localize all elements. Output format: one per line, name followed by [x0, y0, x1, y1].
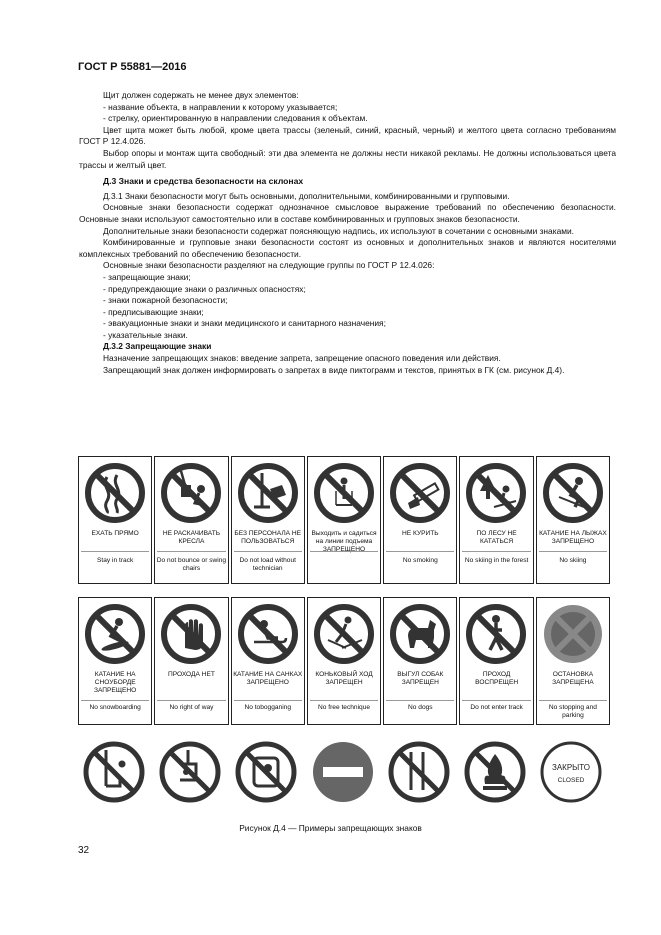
no-stopping-icon	[541, 602, 605, 666]
signs-row-2	[78, 597, 612, 725]
paragraph: Щит должен содержать не менее двух элементов:	[103, 90, 299, 100]
no-gondola-icon	[234, 740, 298, 804]
sign-label-en: No snowboarding	[89, 704, 141, 711]
no-open-fire-icon	[463, 740, 527, 804]
signs-row-1	[78, 456, 612, 584]
sign-label-ru: БЕЗ ПЕРСОНАЛА НЕ ПОЛЬЗОВАТЬСЯ	[234, 530, 302, 545]
paragraph: Основные знаки безопасности разделяют на следующие группы по ГОСТ Р 12.4.026:	[103, 260, 435, 271]
no-chairlift-icon	[82, 740, 146, 804]
sign-label-en: No smoking	[402, 557, 438, 564]
sign-label-ru: КАТАНИЕ НА САНКАХ ЗАПРЕЩЕНО	[233, 671, 303, 686]
list-item: - стрелку, ориентированную в направлении следования к объектам.	[103, 113, 368, 124]
sign-cell	[536, 456, 610, 584]
paragraph: Запрещающий знак должен информировать о запретах в виде пиктограмм и текстов, принятых в ГК (см. рисунок Д.4).	[103, 364, 565, 375]
sign-label-en: No tobogganing	[244, 704, 292, 711]
sign-label-en: Stay in track	[97, 557, 134, 564]
sign-label-ru: ЕХАТЬ ПРЯМО	[91, 530, 139, 537]
paragraph: Д.3.1 Знаки безопасности могут быть основными, дополнительными, комбинированными и групповыми.	[103, 190, 510, 201]
sign-cell	[154, 597, 228, 725]
list-item: - указательные знаки.	[103, 329, 188, 340]
sign-cell	[459, 456, 533, 584]
sign-cell	[383, 456, 457, 584]
paragraph: Комбинированные и групповые знаки безопасности состоят из основных и дополнительных знаков и являются носителями комплексных требований по обеспечению безопасности.	[79, 237, 616, 259]
signs-row-3	[82, 740, 615, 804]
no-pedestrians-icon	[464, 602, 528, 666]
sign-label-ru: НЕ РАСКАЧИВАТЬ КРЕСЛА	[162, 530, 221, 545]
sign-label-ru: ВЫГУЛ СОБАК ЗАПРЕЩЕН	[397, 671, 444, 686]
sign-cell	[307, 456, 381, 584]
sign-cell	[78, 456, 152, 584]
no-load-icon	[236, 461, 300, 525]
sign-cell	[231, 597, 305, 725]
no-exit-lift-icon	[312, 461, 376, 525]
sign-label-ru: ПРОХОДА НЕТ	[168, 671, 215, 678]
sign-label-en: Do not enter track	[470, 704, 523, 711]
paragraph: Выбор опоры и монтаж щита свободный: эти два элемента не должны нести никакой рекламы. Не должны использоваться цвета трассы и желтый цвет.	[79, 147, 616, 170]
no-forest-skiing-icon	[464, 461, 528, 525]
sign-label-ru: КАТАНИЕ НА ЛЫЖАХ ЗАПРЕЩЕНО	[539, 530, 607, 545]
closed-label-ru: ЗАКРЫТО	[552, 763, 591, 772]
figure-caption: Рисунок Д.4 — Примеры запрещающих знаков	[239, 823, 422, 833]
sign-label-en: No right of way	[169, 704, 214, 711]
sign-label-en: No free technique	[318, 704, 371, 711]
list-item: - предписывающие знаки;	[103, 306, 204, 317]
sign-label-ru: КОНЬКОВЫЙ ХОД ЗАПРЕЩЕН	[315, 671, 373, 686]
paragraph: Назначение запрещающих знаков: введение запрета, запрещение опасного поведения или действия.	[103, 353, 501, 364]
sign-label-en: No skiing	[559, 557, 587, 564]
sign-cell	[459, 597, 533, 725]
sign-label-ru: КАТАНИЕ НА СНОУБОРДЕ ЗАПРЕЩЕНО	[93, 671, 137, 694]
sign-cell	[307, 597, 381, 725]
list-item: - запрещающие знаки;	[103, 271, 191, 282]
sign-cell	[383, 597, 457, 725]
sign-cell	[78, 597, 152, 725]
no-right-of-way-icon	[159, 602, 223, 666]
no-dogs-icon	[388, 602, 452, 666]
list-item: - предупреждающие знаки о различных опасностях;	[103, 283, 306, 294]
page-number: 32	[78, 845, 90, 856]
no-swing-chair-icon	[159, 461, 223, 525]
sign-label-ru: ПРОХОД ВОСПРЕЩЕН	[475, 671, 519, 686]
paragraph: Основные знаки безопасности содержат однозначное смысловое выражение требований по обеспечению безопасности. Основные знаки используют самостоятельно или в составе комбинированных и групповых знаков безопасности.	[79, 202, 616, 224]
sign-label-en: No skiing in the forest	[464, 557, 529, 564]
sign-label-ru: ПО ЛЕСУ НЕ КАТАТЬСЯ	[476, 530, 517, 545]
list-item: - эвакуационные знаки и знаки медицинского и санитарного назначения;	[103, 318, 386, 329]
no-walking-poles-icon	[387, 740, 451, 804]
sign-label-en: Do not load without technician	[239, 557, 296, 572]
sign-cell	[231, 456, 305, 584]
closed-label-en: CLOSED	[557, 777, 585, 784]
no-jump-chair-icon	[158, 740, 222, 804]
sign-cell	[154, 456, 228, 584]
sign-label-en: No dogs	[408, 704, 433, 711]
no-entry-icon	[311, 740, 375, 804]
sign-label-ru: ОСТАНОВКА ЗАПРЕЩЕНА	[552, 671, 594, 686]
list-item: - знаки пожарной безопасности;	[103, 295, 228, 306]
no-snowboarding-icon	[83, 602, 147, 666]
paragraph: Цвет щита может быть любой, кроме цвета трассы (зеленый, синий, красный, черный) и желтого цвета согласно требованиям ГОСТ Р 12.4.026.	[79, 124, 616, 147]
sign-label-ru: Выходить и садиться на линии подъема ЗАПРЕЩЕНО	[311, 530, 377, 553]
sign-label-ru: НЕ КУРИТЬ	[402, 530, 439, 537]
stay-in-track-icon	[83, 461, 147, 525]
body-text	[79, 90, 616, 376]
paragraph: Дополнительные знаки безопасности содержат поясняющую надпись, их используют в сочетании с основными знаками.	[103, 225, 574, 236]
closed-sign-icon	[539, 740, 603, 804]
sign-label-en: No stopping and parking	[548, 704, 597, 719]
sign-cell	[536, 597, 610, 725]
section-heading-d32: Д.3.2 Запрещающие знаки	[103, 341, 212, 352]
sign-label-en: Do not bounce or swing chairs	[156, 557, 227, 572]
no-tobogganing-icon	[236, 602, 300, 666]
no-skiing-icon	[541, 461, 605, 525]
section-heading-d3: Д.3 Знаки и средства безопасности на склонах	[103, 176, 304, 187]
list-item: - название объекта, в направлении к которому указывается;	[103, 101, 338, 112]
no-free-technique-icon	[312, 602, 376, 666]
no-smoking-icon	[388, 461, 452, 525]
document-header: ГОСТ Р 55881—2016	[78, 61, 187, 73]
